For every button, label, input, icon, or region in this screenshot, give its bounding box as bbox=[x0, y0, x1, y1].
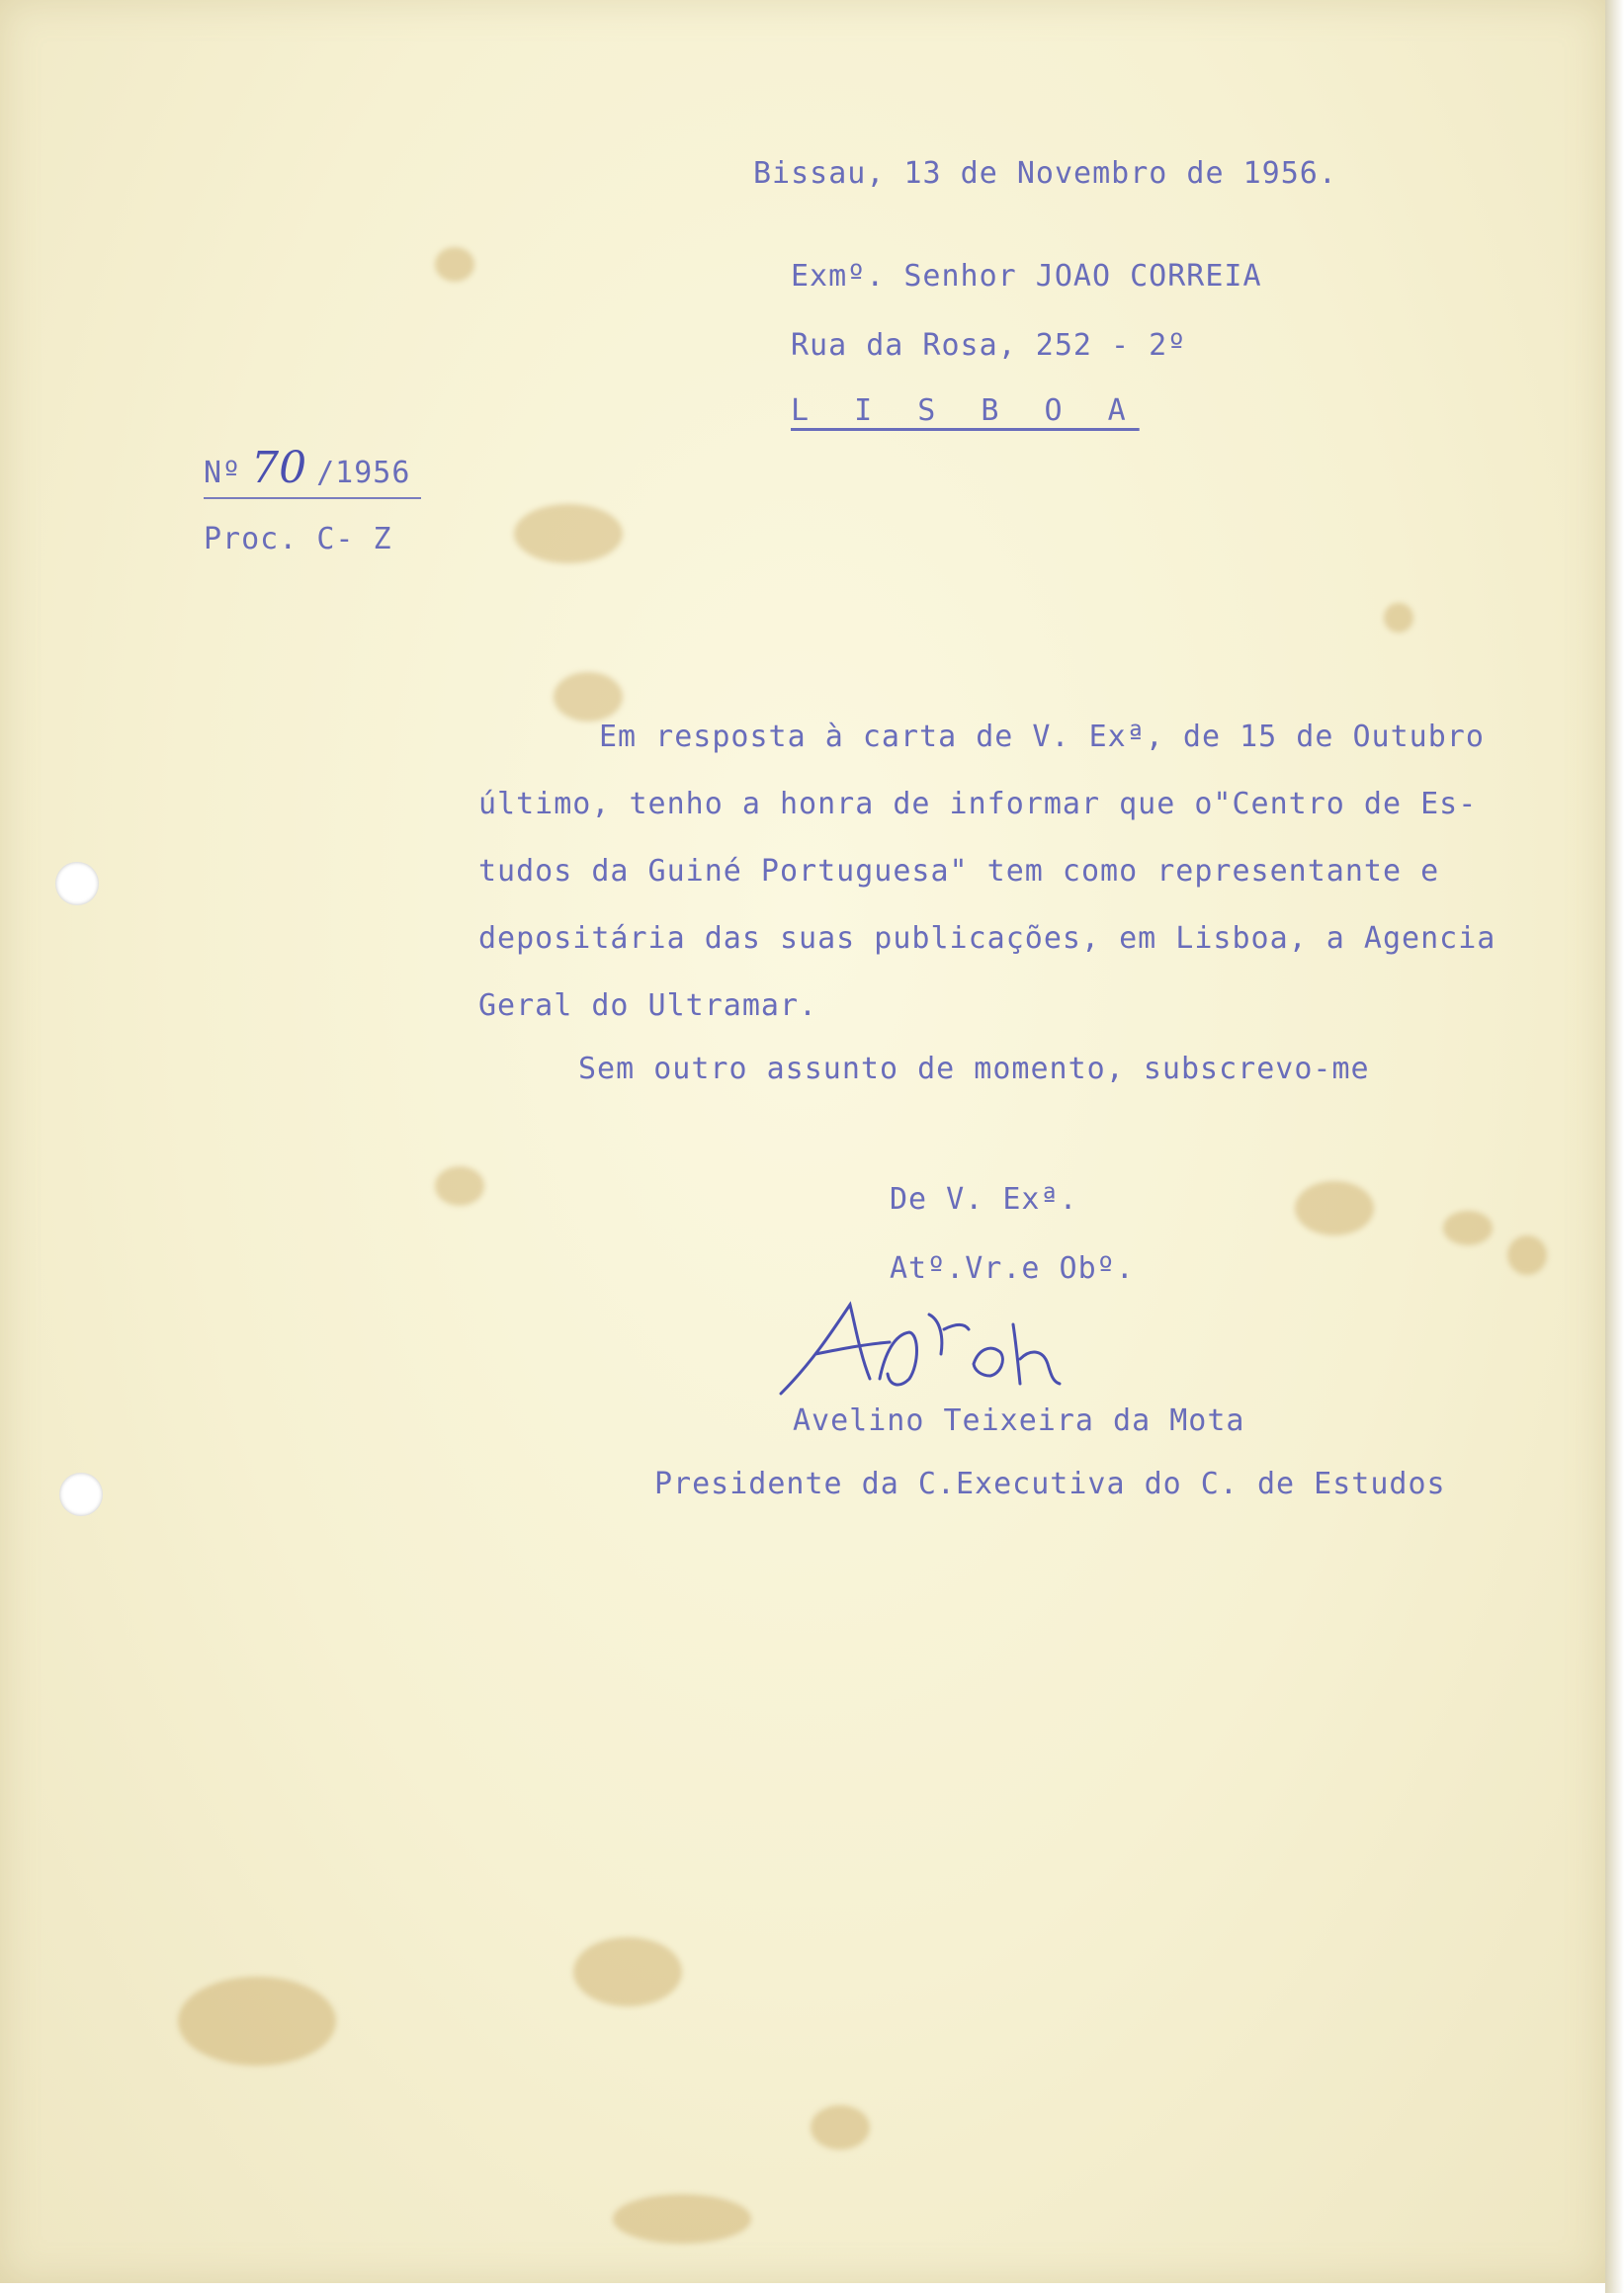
reference-handwritten-number: 70 bbox=[251, 443, 307, 493]
page-edge bbox=[1605, 0, 1624, 2293]
reference-prefix: Nº bbox=[204, 456, 242, 490]
recipient-salutation: Exmº. Senhor JOAO CORREIA bbox=[791, 259, 1262, 294]
punch-hole-top bbox=[55, 862, 99, 905]
place-date: Bissau, 13 de Novembro de 1956. bbox=[753, 156, 1337, 191]
stain bbox=[435, 247, 474, 282]
stain bbox=[178, 1977, 336, 2066]
body-line-1: Em resposta à carta de V. Exª, de 15 de Outubro bbox=[599, 720, 1485, 754]
body-line-5: Geral do Ultramar. bbox=[478, 988, 818, 1023]
reference-underline bbox=[204, 497, 421, 499]
stain bbox=[1384, 603, 1413, 633]
signatory-name: Avelino Teixeira da Mota bbox=[793, 1403, 1245, 1438]
signatory-title: Presidente da C.Executiva do C. de Estudos bbox=[654, 1467, 1446, 1501]
valediction-line-2: Atº.Vr.e Obº. bbox=[890, 1251, 1135, 1286]
body-line-2: último, tenho a honra de informar que o"Centro de Es- bbox=[478, 787, 1478, 821]
stain bbox=[1507, 1235, 1547, 1275]
closing-line: Sem outro assunto de momento, subscrevo-me bbox=[578, 1052, 1370, 1086]
handwritten-signature bbox=[771, 1295, 1087, 1403]
stain bbox=[573, 1937, 682, 2006]
recipient-city: L I S B O A bbox=[791, 393, 1140, 428]
stain bbox=[514, 504, 623, 563]
stain bbox=[554, 672, 623, 722]
stain bbox=[1443, 1211, 1493, 1245]
stain bbox=[811, 2105, 870, 2150]
valediction-line-1: De V. Exª. bbox=[890, 1182, 1078, 1217]
recipient-street: Rua da Rosa, 252 - 2º bbox=[791, 328, 1187, 363]
process-reference: Proc. C- Z bbox=[204, 522, 392, 556]
stain bbox=[1295, 1181, 1374, 1235]
stain bbox=[613, 2194, 751, 2244]
body-line-4: depositária das suas publicações, em Lisboa, a Agencia bbox=[478, 921, 1496, 956]
reference-year: /1956 bbox=[316, 456, 411, 490]
stain bbox=[435, 1166, 484, 1206]
punch-hole-bottom bbox=[59, 1473, 103, 1516]
body-line-3: tudos da Guiné Portuguesa" tem como representante e bbox=[478, 854, 1440, 889]
